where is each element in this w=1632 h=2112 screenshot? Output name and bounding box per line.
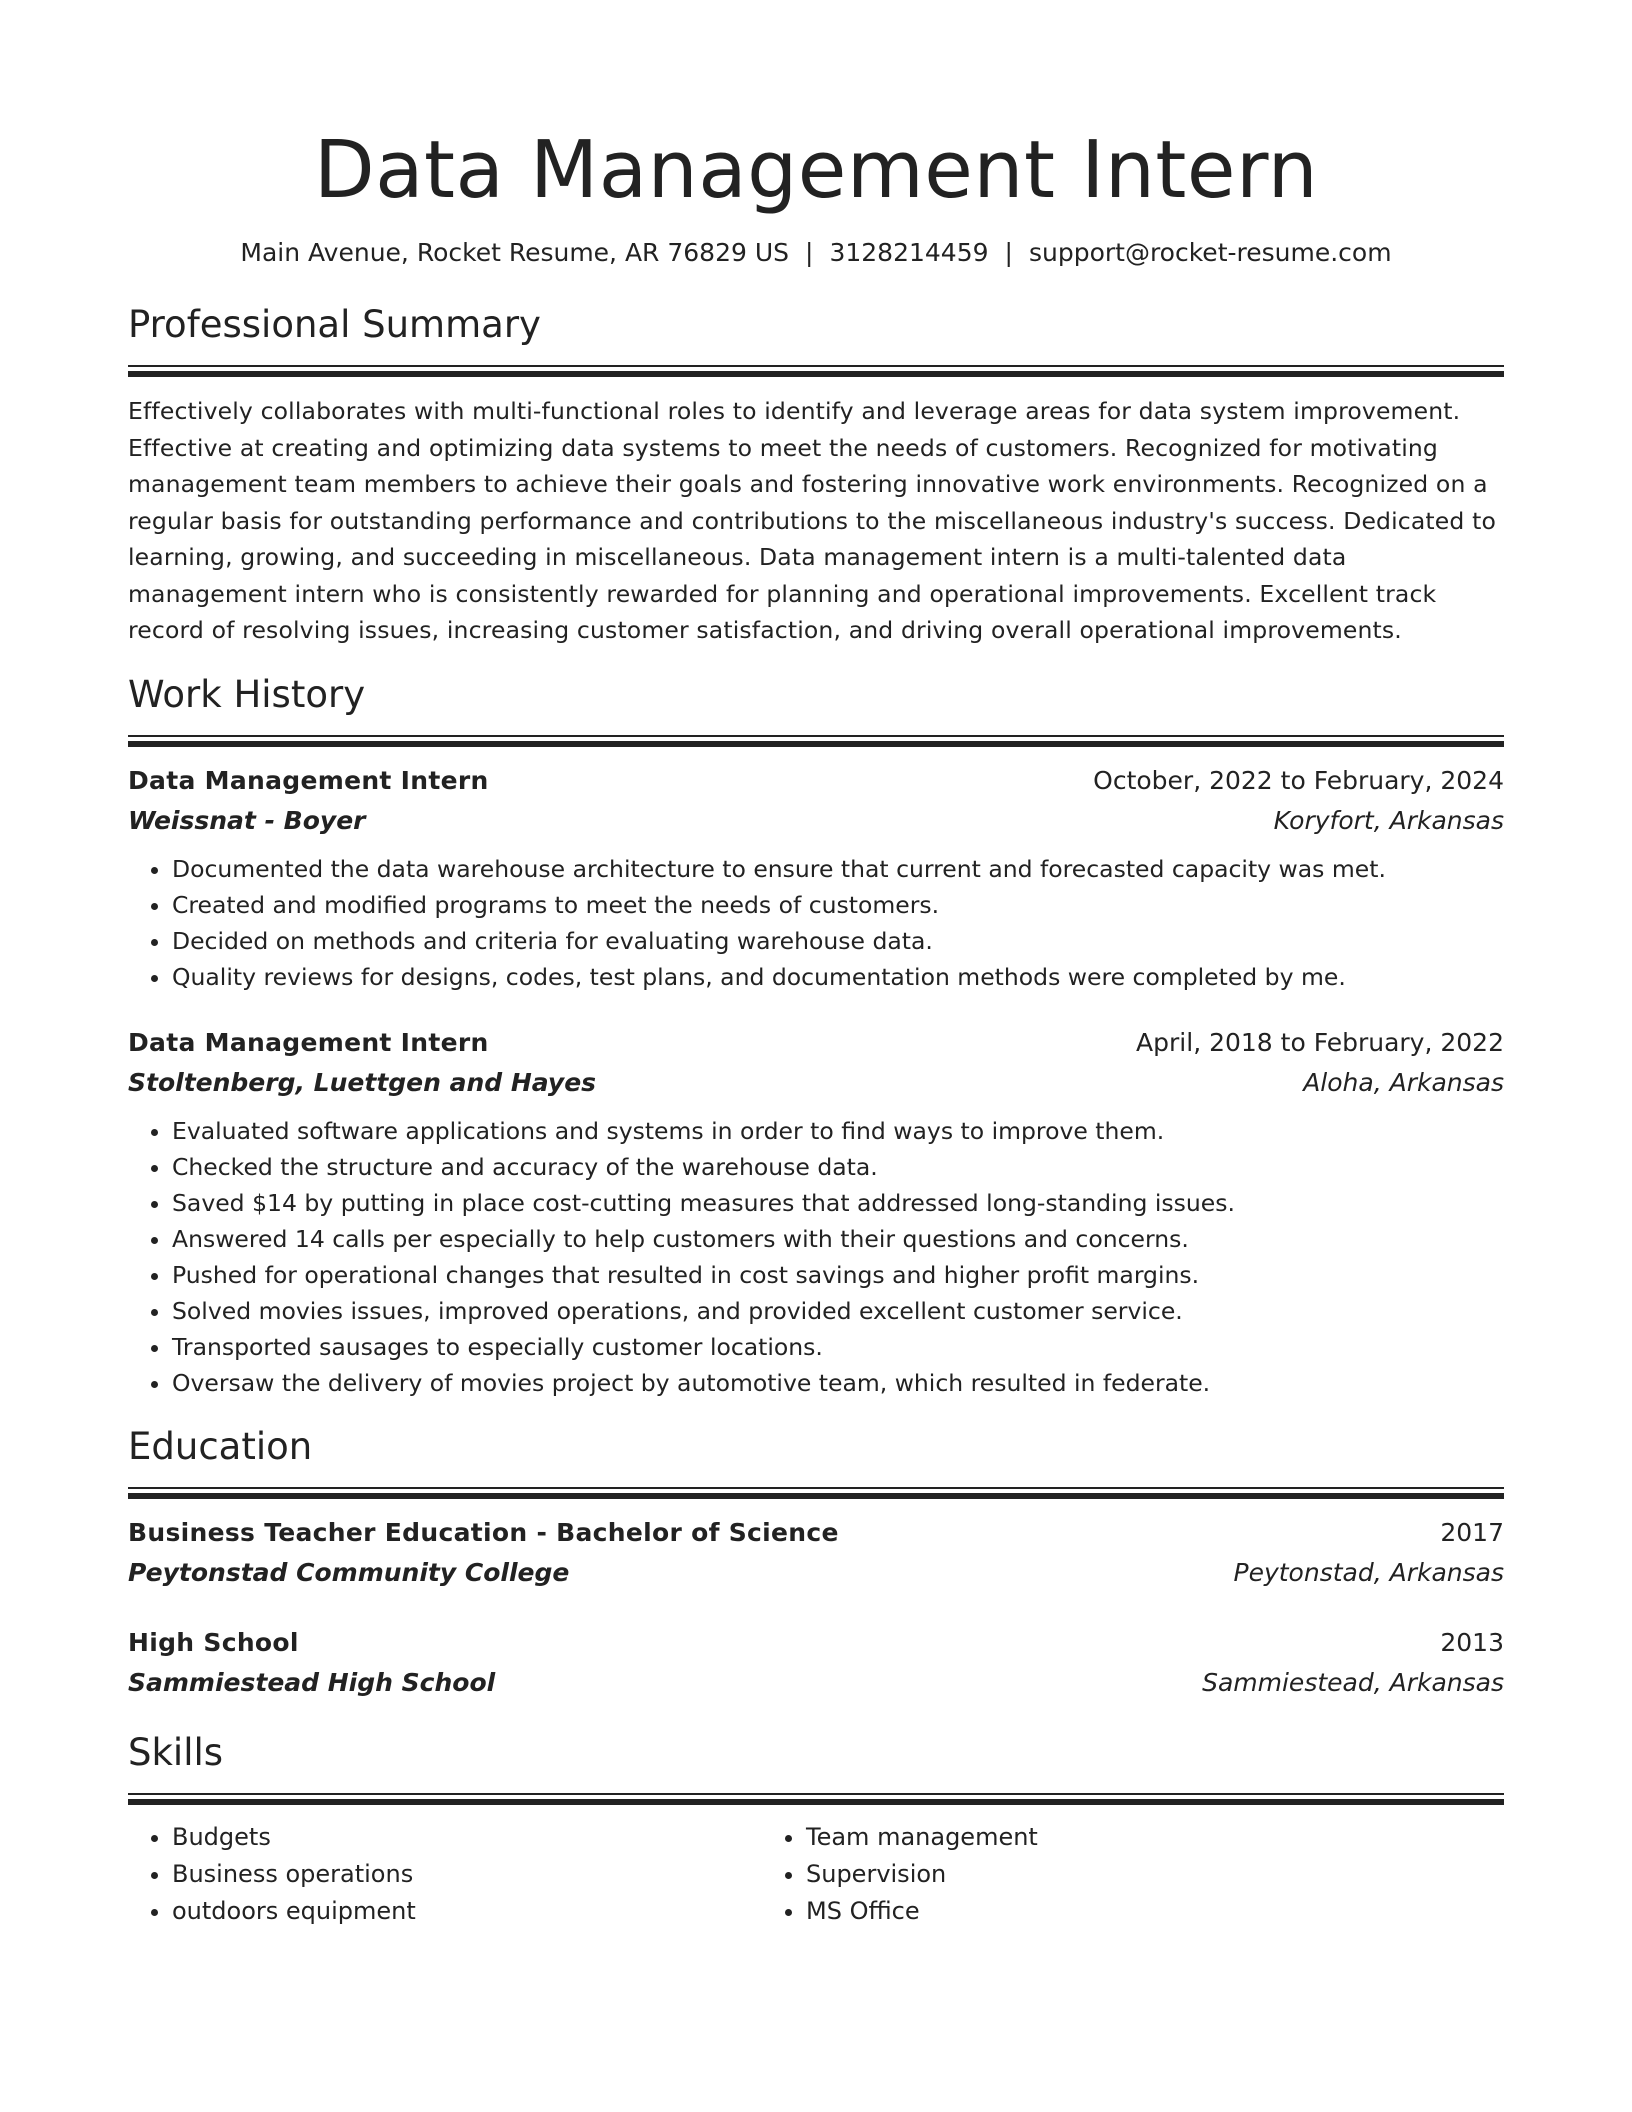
job-entry [128, 761, 1504, 995]
contact-email: support@rocket-resume.com [1028, 238, 1392, 267]
list-item: • Pushed for operational changes that resulted in cost savings and higher profit margins. [172, 1257, 1504, 1293]
section-divider [128, 1793, 1504, 1805]
skill-item: • Business operations [172, 1856, 762, 1893]
summary-text: Effectively collaborates with multi-functional roles to identify and leverage areas for data system improvement. Effective at creating and optimizing data systems to meet the needs of customers. Recognized for motivating management team members to achieve their goals and fostering innovative work environments. Recognized on a regular basis for outstanding performance and contributions to the miscellaneous industry's success. Dedicated to learning, growing, and succeeding in miscellaneous. Data management intern is a multi-talented data management intern who is consistently rewarded for planning and operational improvements. Excellent track record of resolving issues, increasing customer satisfaction, and driving overall operational improvements. [128, 397, 1496, 644]
section-divider [128, 365, 1504, 377]
summary-section [128, 301, 1504, 649]
school-name: Peytonstad Community College [128, 1557, 570, 1587]
skill-item: • MS Office [806, 1893, 1396, 1930]
list-item: • Saved $14 by putting in place cost-cutting measures that addressed long-standing issues. [172, 1185, 1504, 1221]
job-location: Aloha, Arkansas [1303, 1067, 1504, 1097]
job-title: Data Management Intern [128, 765, 489, 795]
contact-address: Main Avenue, Rocket Resume, AR 76829 US [240, 238, 790, 267]
list-item: • Oversaw the delivery of movies project by automotive team, which resulted in federate. [172, 1365, 1504, 1401]
education-heading: Education [128, 1424, 313, 1468]
skills-column-right [762, 1819, 1396, 1930]
skill-item: • Team management [806, 1819, 1396, 1856]
list-item: • Created and modified programs to meet the needs of customers. [172, 887, 1504, 923]
list-item: • Checked the structure and accuracy of the warehouse data. [172, 1149, 1504, 1185]
list-item: • Decided on methods and criteria for evaluating warehouse data. [172, 923, 1504, 959]
list-item: • Transported sausages to especially customer locations. [172, 1329, 1504, 1365]
education-entry [128, 1513, 1504, 1593]
section-divider [128, 735, 1504, 747]
skill-item: • Budgets [172, 1819, 762, 1856]
school-location: Sammiestead, Arkansas [1202, 1667, 1504, 1697]
job-entry [128, 1023, 1504, 1401]
work-section [128, 671, 1504, 1401]
skills-section [128, 1729, 1504, 1930]
contact-separator: | [1004, 238, 1013, 267]
job-duties [128, 851, 1504, 995]
list-item: • Answered 14 calls per especially to help customers with their questions and concerns. [172, 1221, 1504, 1257]
summary-heading: Professional Summary [128, 303, 541, 346]
skill-item: • Supervision [806, 1856, 1396, 1893]
job-title: Data Management Intern [128, 1027, 489, 1057]
skill-item: • outdoors equipment [172, 1893, 762, 1930]
contact-phone: 3128214459 [829, 238, 989, 267]
job-duties [128, 1113, 1504, 1401]
list-item: • Quality reviews for designs, codes, test plans, and documentation methods were completed by me. [172, 959, 1504, 995]
school-location: Peytonstad, Arkansas [1233, 1557, 1504, 1587]
education-section [128, 1423, 1504, 1703]
section-divider [128, 1487, 1504, 1499]
job-company: Stoltenberg, Luettgen and Hayes [128, 1067, 597, 1097]
skills-column-left [128, 1819, 762, 1930]
job-dates: October, 2022 to February, 2024 [1093, 765, 1504, 795]
list-item: • Documented the data warehouse architecture to ensure that current and forecasted capacity was met. [172, 851, 1504, 887]
job-location: Koryfort, Arkansas [1273, 805, 1504, 835]
graduation-year: 2013 [1440, 1627, 1504, 1657]
list-item: • Solved movies issues, improved operations, and provided excellent customer service. [172, 1293, 1504, 1329]
school-name: Sammiestead High School [128, 1667, 496, 1697]
graduation-year: 2017 [1440, 1517, 1504, 1547]
education-entry [128, 1623, 1504, 1703]
skills-list [128, 1819, 1504, 1930]
contact-line [128, 236, 1504, 270]
contact-separator: | [805, 238, 814, 267]
list-item: • Evaluated software applications and systems in order to find ways to improve them. [172, 1113, 1504, 1149]
candidate-name: Data Management Intern [313, 124, 1319, 216]
resume-page [128, 0, 1504, 1930]
job-dates: April, 2018 to February, 2022 [1136, 1027, 1504, 1057]
degree: High School [128, 1627, 299, 1657]
degree: Business Teacher Education - Bachelor of Science [128, 1517, 839, 1547]
work-heading: Work History [128, 672, 366, 716]
skills-heading: Skills [128, 1730, 224, 1774]
job-company: Weissnat - Boyer [128, 805, 366, 835]
